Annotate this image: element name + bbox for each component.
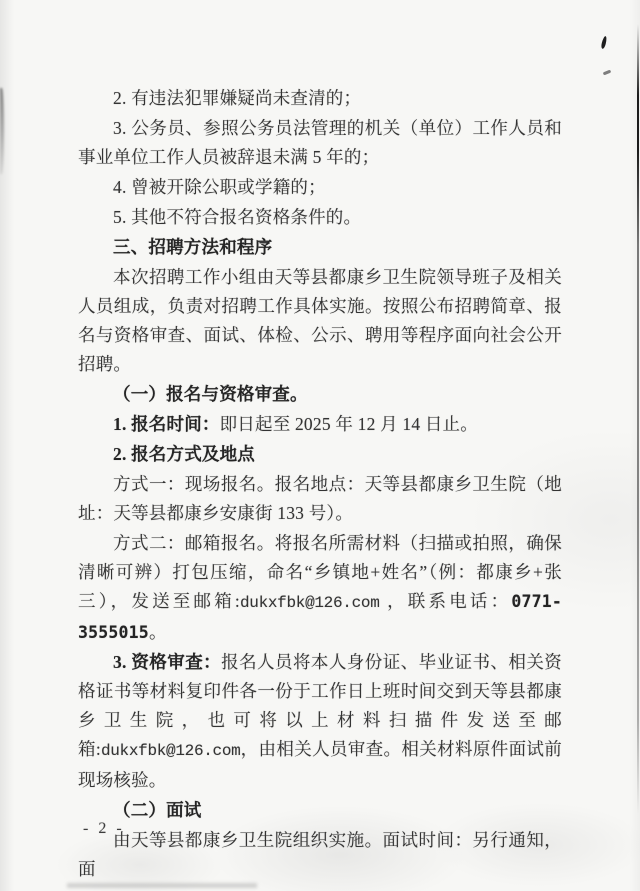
paragraph-registration-time bbox=[78, 410, 562, 439]
registration-time-value: 即日起至 2025 年 12 月 14 日止。 bbox=[219, 414, 478, 434]
subsection-heading-registration-review: （一）报名与资格审查。 bbox=[113, 384, 308, 404]
list-item-4: 4. 曾被开除公职或学籍的； bbox=[113, 177, 326, 197]
qualification-review-label: 3. 资格审查： bbox=[113, 652, 222, 672]
page-number: - 2 - bbox=[83, 820, 125, 837]
method-email-text-3: 。 bbox=[148, 622, 167, 642]
qualification-review-text-2: ，由相关人员审查。相关材料原件面试前现场核验。 bbox=[78, 739, 562, 790]
registration-time-label: 1. 报名时间： bbox=[113, 414, 220, 434]
scan-edge-line bbox=[637, 24, 639, 814]
paragraph-qualification-review bbox=[78, 648, 562, 795]
scan-left-smudge bbox=[0, 88, 4, 174]
qualification-email-address: dukxfbk@126.com bbox=[100, 742, 241, 760]
paragraph-recruitment-intro: 本次招聘工作小组由天等县都康乡卫生院领导班子及相关人员组成，负责对招聘工作具体实施。按照公布招聘简章、报名与资格审查、面试、体检、公示、聘用等程序面向社会公开招聘。 bbox=[78, 267, 562, 374]
list-item-2: 2. 有违法犯罪嫌疑尚未查清的； bbox=[113, 88, 362, 108]
subsection-heading-interview: （二）面试 bbox=[113, 800, 202, 820]
contact-phone-number: 0771-3555015 bbox=[78, 592, 562, 642]
paragraph-interview: 由天等县都康乡卫生院组织实施。面试时间：另行通知，面 bbox=[78, 830, 562, 879]
scan-tick-mark bbox=[603, 70, 612, 76]
registration-email-address: dukxfbk@126.com bbox=[239, 594, 380, 612]
document-body bbox=[78, 84, 562, 885]
method-email-text-2: ，联系电话： bbox=[379, 591, 512, 611]
item-heading-registration-method: 2. 报名方式及地点 bbox=[113, 444, 255, 464]
paragraph-method-email bbox=[78, 529, 562, 647]
paragraph-method-onsite: 方式一：现场报名。报名地点：天等县都康乡卫生院（地址：天等县都康乡安康街 133 号）。 bbox=[78, 474, 562, 523]
list-item-5: 5. 其他不符合报名资格条件的。 bbox=[113, 207, 362, 227]
scan-comma-mark bbox=[600, 36, 607, 50]
section-heading-recruitment-procedure: 三、招聘方法和程序 bbox=[113, 237, 273, 257]
list-item-3: 3. 公务员、参照公务员法管理的机关（单位）工作人员和事业单位工作人员被辞退未满 5 年的； bbox=[78, 118, 562, 167]
method-email-text: 方式二：邮箱报名。将报名所需材料（扫描或拍照，确保清晰可辨）打包压缩，命名“乡镇地+姓名”（例：都康乡+张三），发送至邮箱: bbox=[78, 533, 562, 611]
qualification-review-text: 报名人员将本人身份证、毕业证书、相关资格证书等材料复印件各一份于工作日上班时间交到天等县都康乡卫生院，也可将以上材料扫描件发送至邮箱: bbox=[78, 652, 562, 759]
